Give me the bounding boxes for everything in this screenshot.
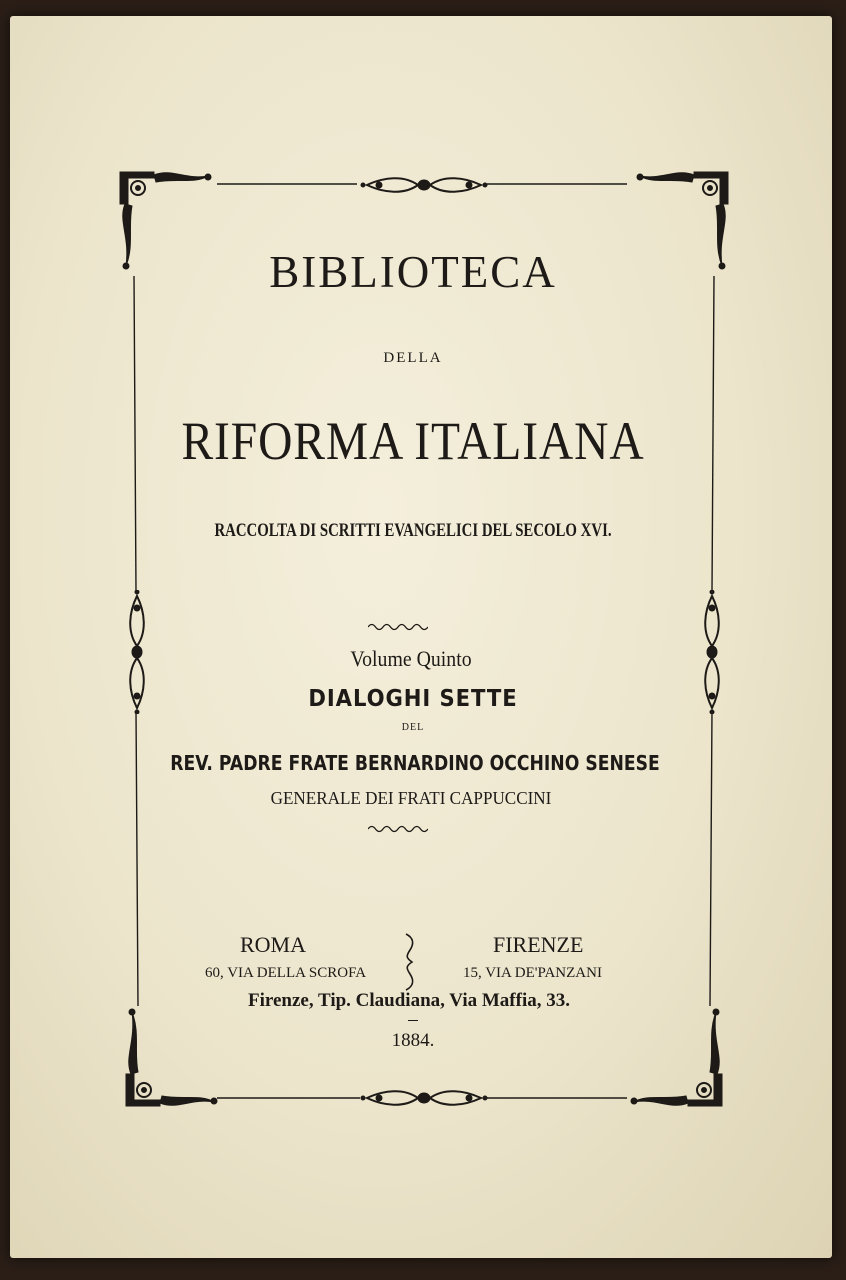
flourish-bottom-center <box>359 1086 489 1110</box>
work-title: DIALOGHI SETTE <box>308 686 518 712</box>
wavy-separator-top <box>368 622 428 632</box>
corner-ornament-bottom-left <box>122 1002 232 1112</box>
printer-line: Firenze, Tip. Claudiana, Via Maffia, 33. <box>248 990 570 1011</box>
subtitle: RACCOLTA DI SCRITTI EVANGELICI DEL SECOLO XVI. <box>214 520 612 541</box>
publication-year: 1884. <box>391 1030 435 1051</box>
publisher-right-city: FIRENZE <box>493 932 584 957</box>
flourish-top-center <box>359 173 489 197</box>
collection-title: RIFORMA ITALIANA <box>181 411 645 471</box>
publisher-left-address: 60, VIA DELLA SCROFA <box>205 965 367 981</box>
corner-ornament-bottom-right <box>616 1002 726 1112</box>
small-rule <box>408 1020 418 1021</box>
author-name: REV. PADRE FRATE BERNARDINO OCCHINO SENESE <box>170 751 660 775</box>
book-cover <box>10 16 832 1258</box>
publisher-left-city: ROMA <box>240 932 307 957</box>
series-title: BIBLIOTECA <box>269 247 557 297</box>
del-label: DEL <box>401 722 425 733</box>
author-role: GENERALE DEI FRATI CAPPUCCINI <box>270 788 552 808</box>
volume-label: Volume Quinto <box>350 646 472 671</box>
wavy-separator-bottom <box>368 824 428 834</box>
brace-divider <box>402 932 418 992</box>
publisher-right-address: 15, VIA DE'PANZANI <box>463 965 602 981</box>
della-label: DELLA <box>383 350 443 366</box>
